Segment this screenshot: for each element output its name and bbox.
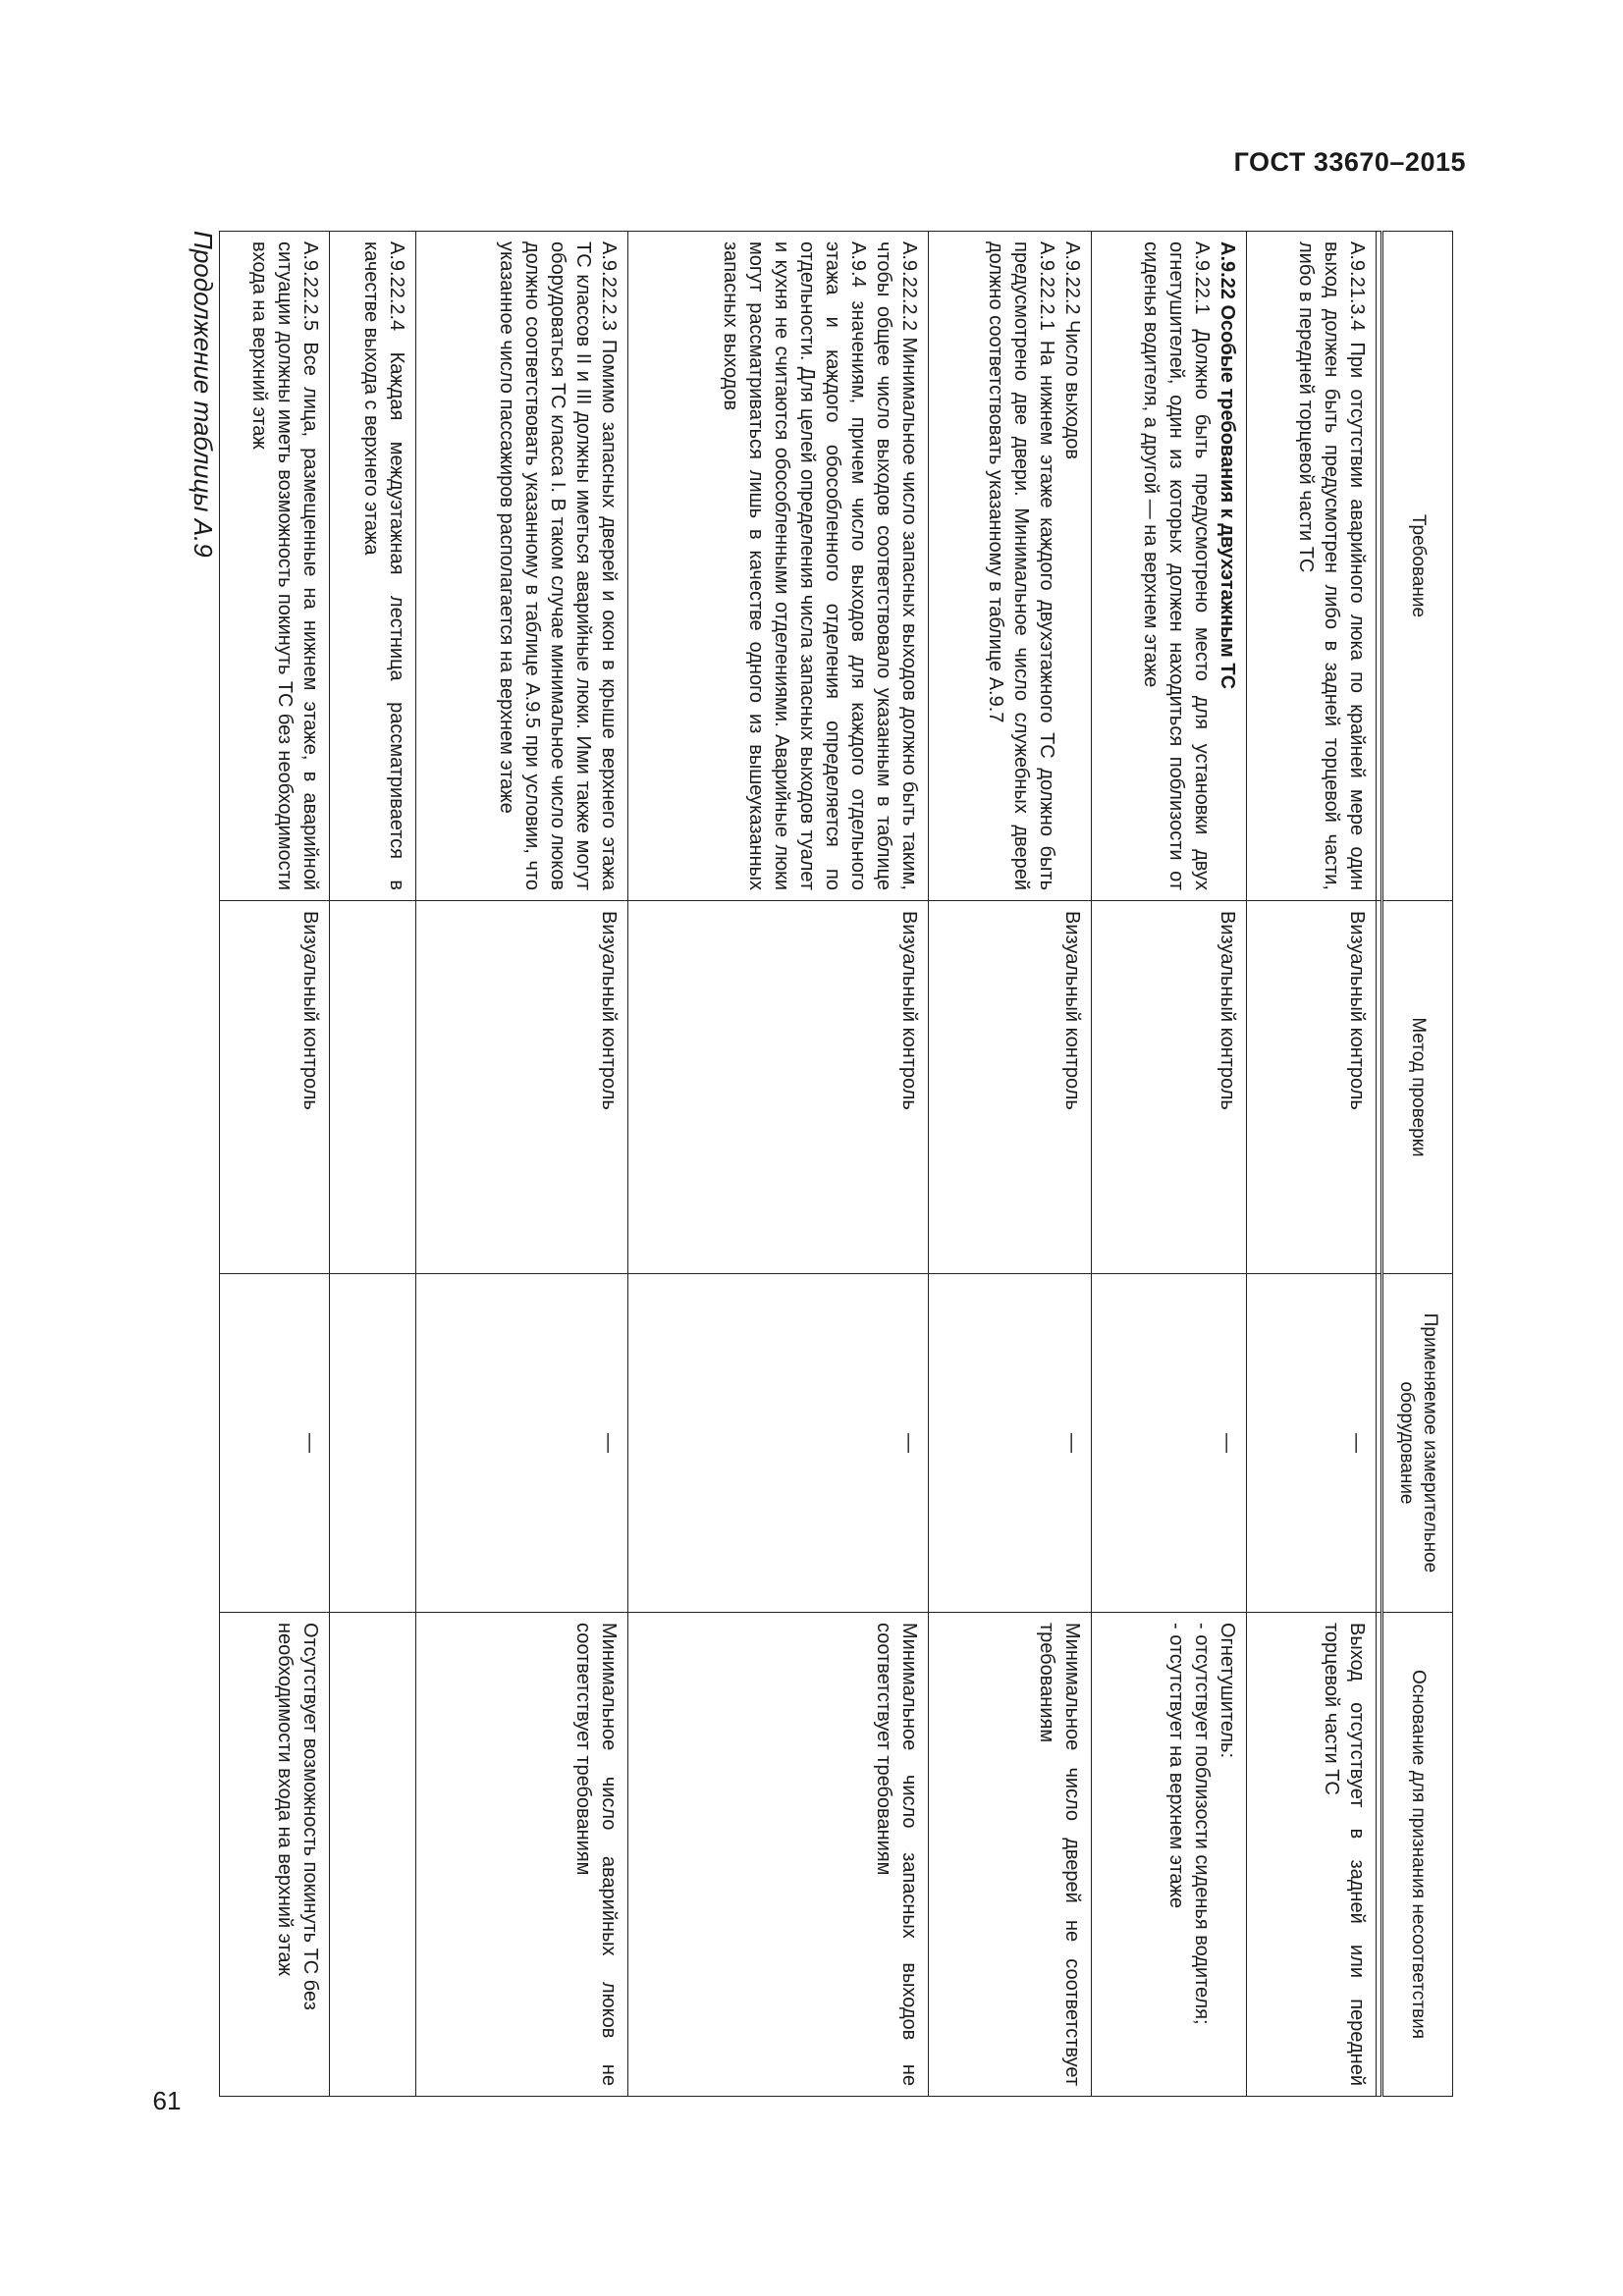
requirement-cell bbox=[1092, 232, 1247, 901]
table-row bbox=[220, 232, 330, 2097]
method-cell: Визуальный контроль bbox=[416, 901, 628, 1274]
requirement-cell bbox=[929, 232, 1092, 901]
requirement-cell: А.9.22.2.2 Минимальное число запасных выходов должно быть таким, чтобы общее число выходов соответствовало указанным в таблице А.9.4 значениям, причем число выходов для каждого отдельного этажа и каждого обособленного отделения определяется по отдельности. Для целей определения числа запасных выходов туалет и кухня не считаются обособленными отделениями. Аварийные люки могут рассматриваться лишь в качестве одного из вышеуказанных запасных выходов bbox=[628, 232, 929, 901]
table-row bbox=[330, 232, 416, 2097]
requirement-cell: А.9.21.3.4 При отсутствии аварийного люка по крайней мере один выход должен быть предусмотрен либо в задней торцевой части, либо в передней торцевой части ТС bbox=[1247, 232, 1377, 901]
basis-cell: Минимальное число запасных выходов не соответствует требованиям bbox=[628, 1613, 929, 2097]
method-cell: Визуальный контроль bbox=[220, 901, 330, 1274]
col-header-method: Метод проверки bbox=[1382, 901, 1453, 1274]
equipment-cell: — bbox=[416, 1274, 628, 1613]
table-header-row bbox=[1382, 232, 1453, 2097]
rotated-table-block bbox=[187, 231, 1453, 2096]
requirement-line: А.9.22.2.1 На нижнем этаже каждого двухэтажного ТС должно быть предусмотрено две двери. Минимальное число служебных дверей должно соответствовать указанному в таблице А.9.7 bbox=[985, 241, 1057, 890]
method-cell: Визуальный контроль bbox=[1247, 901, 1377, 1274]
standard-number: ГОСТ 33670–2015 bbox=[1233, 147, 1466, 177]
equipment-cell: — bbox=[220, 1274, 330, 1613]
col-header-basis: Основание для признания несоответствия bbox=[1382, 1613, 1453, 2097]
requirement-cell: А.9.22.2.5 Все лица, размещенные на нижнем этаже, в аварийной ситуации должны иметь возможность покинуть ТС без необходимости входа на верхний этаж bbox=[220, 232, 330, 901]
table-row bbox=[1092, 232, 1247, 2097]
table-row bbox=[628, 232, 929, 2097]
table-row bbox=[416, 232, 628, 2097]
basis-line: - отсутствует на верхнем этаже bbox=[1165, 1623, 1187, 1909]
col-header-requirement: Требование bbox=[1382, 232, 1453, 901]
requirement-text: А.9.22.1 Должно быть предусмотрено место для установки двух огнетушителей, один из которых должен находиться поблизости от сиденья водителя, а другой — на верхнем этаже bbox=[1140, 241, 1213, 890]
basis-cell: Минимальное число дверей не соответствует требованиям bbox=[929, 1613, 1092, 2097]
equipment-cell: — bbox=[1092, 1274, 1247, 1613]
equipment-cell: — bbox=[628, 1274, 929, 1613]
method-cell: Визуальный контроль bbox=[929, 901, 1092, 1274]
basis-cell: Минимальное число аварийных люков не соответствует требованиям bbox=[416, 1613, 628, 2097]
method-cell: Визуальный контроль bbox=[628, 901, 929, 1274]
requirement-line: А.9.22.2 Число выходов bbox=[1061, 241, 1083, 460]
method-cell: Визуальный контроль bbox=[1092, 901, 1247, 1274]
equipment-cell: — bbox=[929, 1274, 1092, 1613]
section-title: А.9.22 Особые требования к двухэтажным ТС bbox=[1217, 241, 1238, 690]
basis-cell bbox=[1092, 1613, 1247, 2097]
requirement-cell: А.9.22.2.3 Помимо запасных дверей и окон в крыше верхнего этажа ТС классов II и III должны иметься аварийные люки. Ими также могут оборудоваться ТС класса I. В таком случае минимальное число люков должно соответствовать указанному в таблице А.9.5 при условии, что указанное число пассажиров располагается на верхнем этаже bbox=[416, 232, 628, 901]
equipment-cell bbox=[330, 1274, 416, 1613]
basis-cell bbox=[330, 1613, 416, 2097]
basis-line: - отсутствует поблизости сиденья водителя; bbox=[1191, 1623, 1213, 2025]
table-row bbox=[929, 232, 1092, 2097]
basis-cell: Отсутствует возможность покинуть ТС без необходимости входа на верхний этаж bbox=[220, 1613, 330, 2097]
table-continuation-caption: Продолжение таблицы А.9 bbox=[189, 231, 218, 558]
basis-cell: Выход отсутствует в задней или передней торцевой части ТС bbox=[1247, 1613, 1377, 2097]
method-cell bbox=[330, 901, 416, 1274]
header-separator-row bbox=[1377, 232, 1382, 2097]
col-header-equipment: Применяемое измерительное оборудование bbox=[1382, 1274, 1453, 1613]
table-row bbox=[1247, 232, 1377, 2097]
basis-line: Огнетушитель: bbox=[1217, 1623, 1238, 1758]
page-number: 61 bbox=[152, 2086, 182, 2115]
equipment-cell: — bbox=[1247, 1274, 1377, 1613]
requirement-cell: А.9.22.2.4 Каждая междуэтажная лестница рассматривается в качестве выхода с верхнего этажа bbox=[330, 232, 416, 901]
requirements-table bbox=[219, 231, 1453, 2097]
